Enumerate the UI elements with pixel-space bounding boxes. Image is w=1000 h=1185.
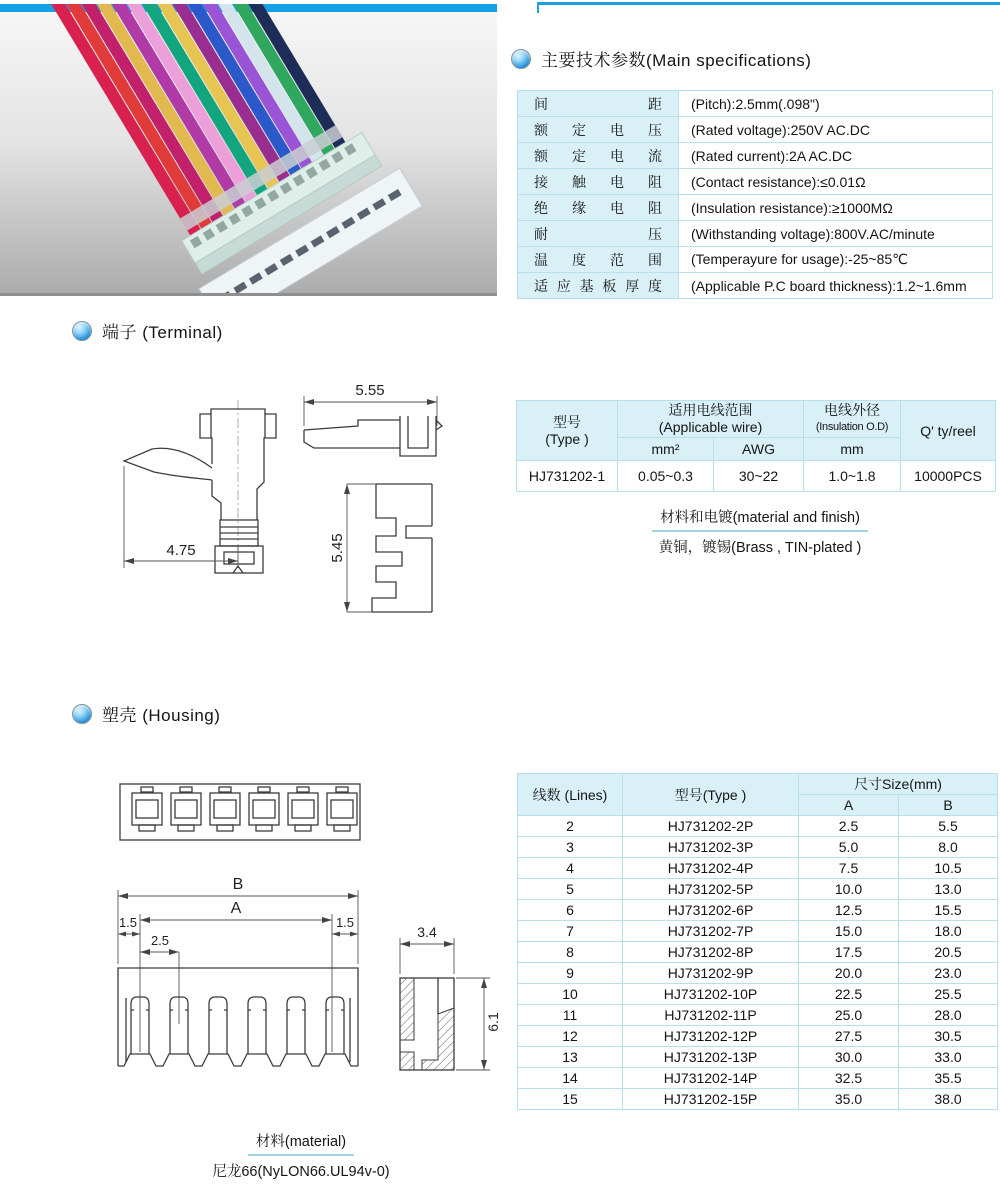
housing-dim-depth: 3.4 — [417, 924, 437, 940]
cell-a: 7.5 — [799, 858, 899, 879]
material-value: 尼龙66(NyLON66.UL94v-0) — [212, 1164, 390, 1180]
housing-drawing-svg — [60, 756, 500, 1118]
cell-lines: 14 — [518, 1068, 623, 1089]
housing-table — [517, 773, 998, 1110]
housing-title: 塑壳 (Housing) — [102, 706, 221, 725]
subheader-mm2: mm² — [618, 438, 714, 461]
cell-type: HJ731202-11P — [623, 1005, 799, 1026]
table-row — [518, 858, 998, 879]
table-row — [517, 461, 996, 492]
terminal-section-heading — [72, 318, 223, 343]
frame-divider-line — [537, 2, 1000, 13]
cell-a: 15.0 — [799, 921, 899, 942]
cell-b: 20.5 — [899, 942, 998, 963]
terminal-drawing-svg — [60, 368, 500, 648]
housing-dim-right: 1.5 — [335, 915, 355, 930]
table-row — [518, 942, 998, 963]
cell-type: HJ731202-15P — [623, 1089, 799, 1110]
table-row — [518, 169, 993, 195]
header-line: (Insulation O.D) — [815, 421, 889, 433]
cell-type: HJ731202-3P — [623, 837, 799, 858]
spec-value: (Rated current):2A AC.DC — [679, 143, 993, 169]
table-header-row — [518, 774, 998, 795]
col-header-qty: Q' ty/reel — [901, 401, 996, 461]
spec-label: 额 定 电 压 — [518, 117, 679, 143]
section-bullet-icon — [72, 704, 92, 724]
table-row — [518, 91, 993, 117]
cell-b: 28.0 — [899, 1005, 998, 1026]
cell-b: 15.5 — [899, 900, 998, 921]
cell-a: 10.0 — [799, 879, 899, 900]
housing-dim-left: 1.5 — [118, 915, 138, 930]
cell-type: HJ731202-9P — [623, 963, 799, 984]
cell-type: HJ731202-6P — [623, 900, 799, 921]
cell-lines: 15 — [518, 1089, 623, 1110]
housing-dim-b: B — [232, 876, 244, 893]
product-photo — [0, 4, 497, 296]
spec-value: (Withstanding voltage):800V.AC/minute — [679, 221, 993, 247]
cell-awg: 30~22 — [714, 461, 804, 492]
cell-a: 25.0 — [799, 1005, 899, 1026]
subheader-b: B — [899, 795, 998, 816]
cell-lines: 8 — [518, 942, 623, 963]
cell-type: HJ731202-13P — [623, 1047, 799, 1068]
table-row — [518, 1047, 998, 1068]
cell-type: HJ731202-5P — [623, 879, 799, 900]
spec-value: (Applicable P.C board thickness):1.2~1.6mm — [679, 273, 993, 299]
table-row — [518, 273, 993, 299]
spec-label: 适应基板厚度 — [518, 273, 679, 299]
col-header-size: 尺寸Size(mm) — [799, 774, 998, 795]
col-header-lines: 线数 (Lines) — [518, 774, 623, 816]
cell-a: 35.0 — [799, 1089, 899, 1110]
cell-type: HJ731202-2P — [623, 816, 799, 837]
cell-b: 5.5 — [899, 816, 998, 837]
table-row — [518, 1026, 998, 1047]
section-bullet-icon — [72, 321, 92, 341]
col-header-type: 型号(Type ) — [623, 774, 799, 816]
terminal-material — [622, 506, 898, 557]
table-row — [518, 921, 998, 942]
spec-label: 间 距 — [518, 91, 679, 117]
table-row — [518, 1068, 998, 1089]
header-line: 适用电线范围 — [668, 402, 753, 418]
cell-a: 32.5 — [799, 1068, 899, 1089]
housing-dim-pitch: 2.5 — [150, 933, 170, 948]
table-row — [518, 143, 993, 169]
housing-drawings — [60, 756, 500, 1123]
spec-label: 接 触 电 阻 — [518, 169, 679, 195]
material-title: 材料和电镀(material and finish) — [652, 506, 868, 532]
cell-b: 8.0 — [899, 837, 998, 858]
terminal-dim-top-width: 5.55 — [355, 382, 385, 399]
cell-b: 33.0 — [899, 1047, 998, 1068]
cell-a: 30.0 — [799, 1047, 899, 1068]
spec-label: 额 定 电 流 — [518, 143, 679, 169]
terminal-dim-length: 4.75 — [166, 542, 196, 559]
specs-title: 主要技术参数(Main specifications) — [541, 51, 812, 70]
subheader-awg: AWG — [714, 438, 804, 461]
cell-type: HJ731202-7P — [623, 921, 799, 942]
cell-type: HJ731202-14P — [623, 1068, 799, 1089]
cell-a: 2.5 — [799, 816, 899, 837]
cell-b: 35.5 — [899, 1068, 998, 1089]
cell-a: 22.5 — [799, 984, 899, 1005]
table-header-row — [517, 401, 996, 438]
cell-od: 1.0~1.8 — [804, 461, 901, 492]
housing-section-heading — [72, 701, 220, 726]
header-line: 电线外径 — [824, 402, 881, 418]
cell-qty: 10000PCS — [901, 461, 996, 492]
spec-value: (Contact resistance):≤0.01Ω — [679, 169, 993, 195]
cell-b: 18.0 — [899, 921, 998, 942]
table-row — [518, 984, 998, 1005]
cell-lines: 7 — [518, 921, 623, 942]
table-row — [518, 1005, 998, 1026]
spec-label: 温 度 范 围 — [518, 247, 679, 273]
cell-mm2: 0.05~0.3 — [618, 461, 714, 492]
cell-lines: 11 — [518, 1005, 623, 1026]
specs-table — [517, 90, 993, 299]
cell-lines: 9 — [518, 963, 623, 984]
cell-a: 27.5 — [799, 1026, 899, 1047]
table-row — [518, 221, 993, 247]
col-header-type — [517, 401, 618, 461]
header-line: 型号 — [553, 413, 581, 430]
table-row — [518, 247, 993, 273]
cell-type: HJ731202-1 — [517, 461, 618, 492]
cell-lines: 5 — [518, 879, 623, 900]
cell-lines: 6 — [518, 900, 623, 921]
table-row — [518, 1089, 998, 1110]
spec-value: (Temperayure for usage):-25~85℃ — [679, 247, 993, 273]
material-title: 材料(material) — [248, 1130, 354, 1156]
terminal-title: 端子 (Terminal) — [102, 323, 223, 342]
terminal-dim-height: 5.45 — [329, 533, 346, 563]
table-row — [518, 900, 998, 921]
header-line: (Type ) — [545, 430, 589, 447]
cell-type: HJ731202-12P — [623, 1026, 799, 1047]
housing-material — [178, 1130, 424, 1181]
terminal-drawings — [60, 368, 500, 653]
cable-photo-illustration — [0, 4, 497, 296]
section-bullet-icon — [511, 49, 531, 69]
col-header-wire-range — [618, 401, 804, 438]
cell-a: 5.0 — [799, 837, 899, 858]
cell-b: 38.0 — [899, 1089, 998, 1110]
cell-lines: 10 — [518, 984, 623, 1005]
table-row — [518, 117, 993, 143]
table-row — [518, 195, 993, 221]
subheader-mm: mm — [804, 438, 901, 461]
housing-dim-height: 6.1 — [485, 1012, 500, 1032]
cell-b: 13.0 — [899, 879, 998, 900]
subheader-a: A — [799, 795, 899, 816]
cell-a: 12.5 — [799, 900, 899, 921]
cell-lines: 13 — [518, 1047, 623, 1068]
header-line: (Applicable wire) — [658, 419, 763, 435]
table-row — [518, 816, 998, 837]
cell-type: HJ731202-10P — [623, 984, 799, 1005]
terminal-table — [516, 400, 996, 492]
spec-label: 耐 压 — [518, 221, 679, 247]
cell-a: 17.5 — [799, 942, 899, 963]
cell-lines: 4 — [518, 858, 623, 879]
cell-lines: 12 — [518, 1026, 623, 1047]
cell-lines: 2 — [518, 816, 623, 837]
spec-value: (Rated voltage):250V AC.DC — [679, 117, 993, 143]
cell-type: HJ731202-8P — [623, 942, 799, 963]
cell-b: 25.5 — [899, 984, 998, 1005]
material-value: 黄铜，镀锡(Brass , TIN-plated ) — [658, 540, 862, 556]
spec-value: (Pitch):2.5mm(.098") — [679, 91, 993, 117]
table-row — [518, 879, 998, 900]
table-row — [518, 837, 998, 858]
col-header-insulation-od — [804, 401, 901, 438]
cell-type: HJ731202-4P — [623, 858, 799, 879]
cell-b: 10.5 — [899, 858, 998, 879]
cell-a: 20.0 — [799, 963, 899, 984]
cell-b: 30.5 — [899, 1026, 998, 1047]
housing-dim-a: A — [230, 900, 242, 917]
spec-value: (Insulation resistance):≥1000MΩ — [679, 195, 993, 221]
table-row — [518, 963, 998, 984]
cell-b: 23.0 — [899, 963, 998, 984]
cell-lines: 3 — [518, 837, 623, 858]
specs-section-heading — [511, 46, 811, 71]
spec-label: 绝 缘 电 阻 — [518, 195, 679, 221]
